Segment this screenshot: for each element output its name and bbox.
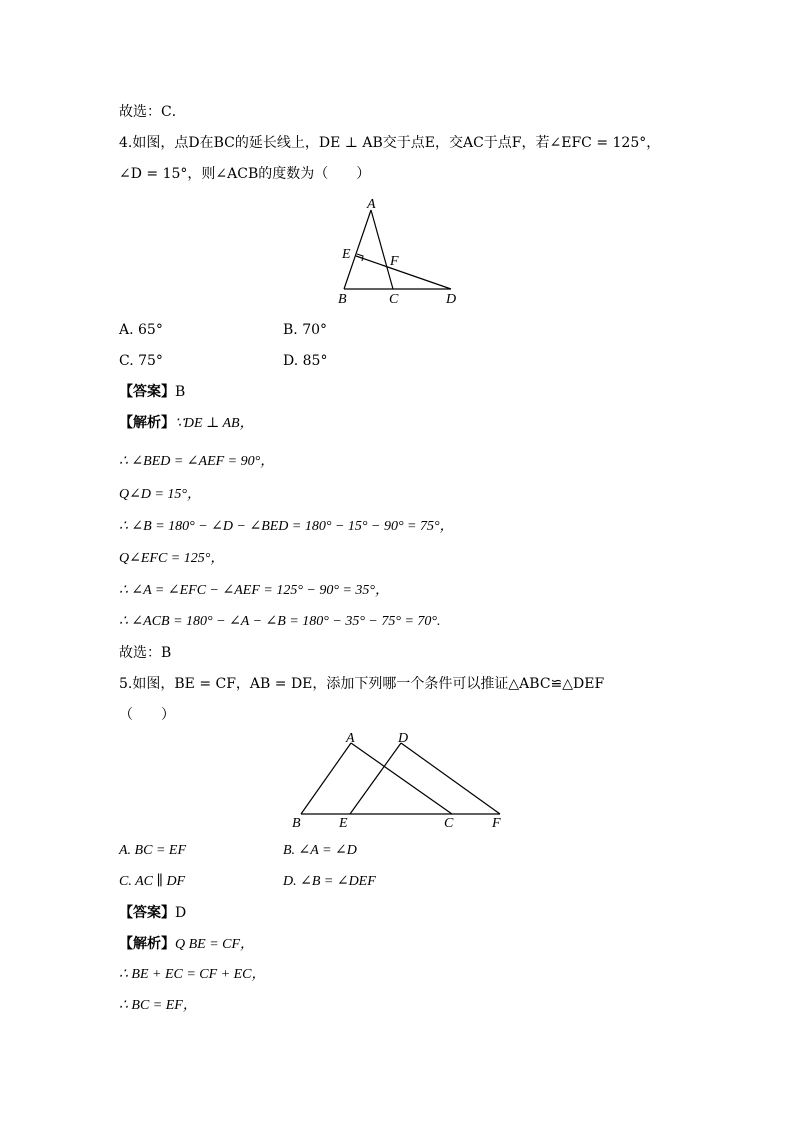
q5-label-E: E — [339, 816, 348, 831]
q5-step: ∴ BE + EC = CF + EC， — [119, 967, 266, 982]
q4-step: ∴ ∠B = 180° − ∠D − ∠BED = 180° − 15° − 90° = 75°， — [119, 519, 454, 534]
q5-label-A: A — [346, 731, 355, 746]
q4-step: ∴ ∠ACB = 180° − ∠A − ∠B = 180° − 35° − 75° = 70°. — [119, 614, 441, 629]
q5-answer-line — [119, 903, 186, 923]
q5-analysis-line — [119, 934, 254, 955]
q4-answer-line — [119, 382, 185, 402]
q5-option-b: B. ∠A = ∠D — [283, 843, 357, 858]
q4-final-answer: 故选：B — [119, 645, 172, 661]
q5-stem-line2: （ ） — [119, 707, 175, 723]
q5-triangles-figure — [285, 728, 515, 832]
q5-answer-tag: 【答案】 — [119, 905, 175, 921]
q4-stem-line1: 4.如图，点D在BC的延长线上，DE ⊥ AB交于点E，交AC于点F，若∠EFC = 125°， — [119, 135, 661, 151]
q4-option-c: C. 75° — [119, 353, 163, 369]
q5-label-C: C — [444, 816, 454, 831]
q4-label-B: B — [338, 292, 347, 307]
q4-step: ∴ ∠BED = ∠AEF = 90°， — [119, 454, 275, 469]
q5-segment-DF — [401, 743, 500, 814]
q4-label-F: F — [390, 254, 399, 269]
q5-segment-DE — [350, 743, 401, 814]
q4-step: ∴ ∠A = ∠EFC − ∠AEF = 125° − 90° = 35°， — [119, 583, 390, 598]
q4-answer-tag: 【答案】 — [119, 384, 175, 400]
q4-step: Q∠D = 15°， — [119, 487, 201, 502]
q5-analysis-tag: 【解析】 — [119, 936, 175, 952]
q4-label-E: E — [342, 247, 351, 262]
q5-step: ∴ BC = EF， — [119, 998, 197, 1013]
q5-label-F: F — [492, 816, 501, 831]
q5-analysis-first: Q BE = CF， — [175, 937, 255, 952]
q4-analysis-line — [119, 413, 254, 434]
q4-label-C: C — [389, 292, 399, 307]
q5-option-a: A. BC = EF — [119, 843, 186, 858]
q4-answer-value: B — [175, 384, 186, 400]
q4-stem-line2: ∠D = 15°，则∠ACB的度数为（ ） — [119, 166, 371, 182]
q5-option-c: C. AC ∥ DF — [119, 874, 186, 889]
q4-analysis-tag: 【解析】 — [119, 415, 175, 431]
q5-answer-value: D — [175, 905, 187, 921]
q5-stem-line1: 5.如图，BE = CF，AB = DE，添加下列哪一个条件可以推证△ABC≌△DEF — [119, 676, 605, 692]
q4-option-b: B. 70° — [283, 322, 328, 338]
q4-step: Q∠EFC = 125°， — [119, 551, 225, 566]
q5-option-d: D. ∠B = ∠DEF — [283, 874, 376, 889]
q5-label-B: B — [292, 816, 301, 831]
q4-segment-ED — [356, 256, 451, 289]
q5-label-D: D — [398, 731, 409, 746]
q4-analysis-first: ∵DE ⊥ AB， — [175, 416, 254, 431]
q4-label-A: A — [367, 197, 376, 212]
q4-option-a: A. 65° — [119, 322, 163, 338]
q5-segment-AB — [301, 743, 351, 814]
q5-segment-AC — [351, 743, 452, 814]
q4-label-D: D — [446, 292, 457, 307]
q4-option-d: D. 85° — [283, 353, 328, 369]
q4-triangle-figure — [330, 195, 470, 307]
previous-answer-line: 故选：C． — [119, 104, 186, 120]
q4-segment-AC — [371, 210, 393, 289]
